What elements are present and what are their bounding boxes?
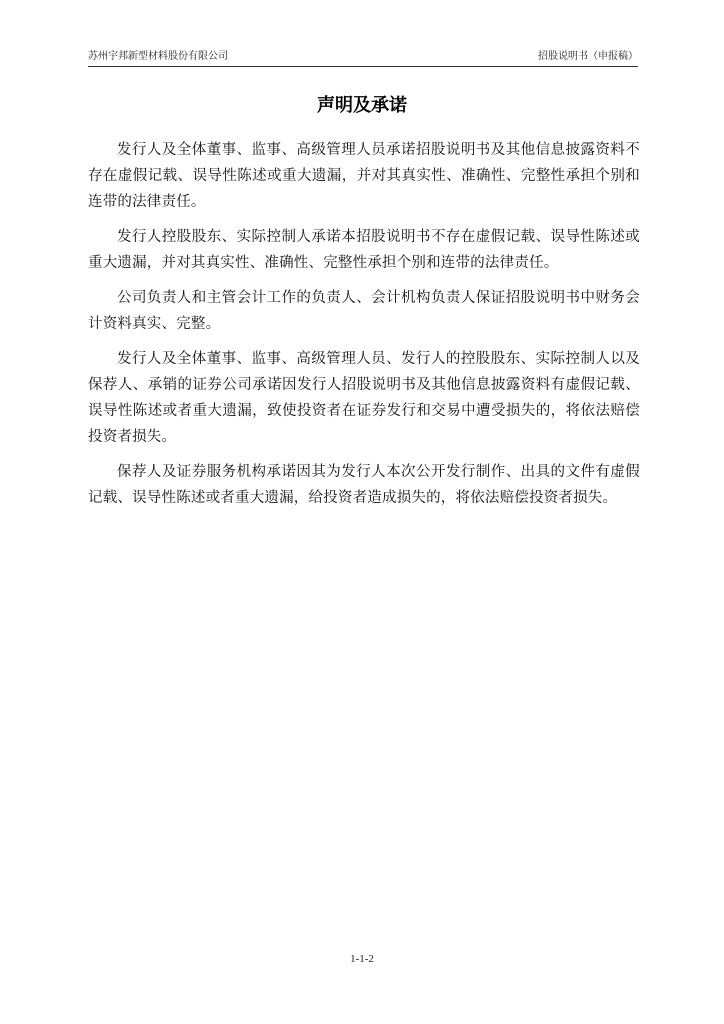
paragraph-issuer-commitment: 发行人及全体董事、监事、高级管理人员承诺招股说明书及其他信息披露资料不存在虚假记载、误导性陈述或重大遗漏，并对其真实性、准确性、完整性承担个别和连带的法律责任。 (88, 142, 640, 210)
header-document-name: 招股说明书（申报稿） (538, 51, 638, 62)
statement-body (88, 137, 640, 520)
header-company-name: 苏州宇邦新型材料股份有限公司 (88, 51, 228, 62)
paragraph-controller-commitment: 发行人控股股东、实际控制人承诺本招股说明书不存在虚假记载、误导性陈述或重大遗漏，并对其真实性、准确性、完整性承担个别和连带的法律责任。 (88, 229, 640, 271)
paragraph-compensation-commitment: 发行人及全体董事、监事、高级管理人员、发行人的控股股东、实际控制人以及保荐人、承销的证券公司承诺因发行人招股说明书及其他信息披露资料有虚假记载、误导性陈述或者重大遗漏，致使投资者在证券发行和交易中遭受损失的，将依法赔偿投资者损失。 (88, 351, 640, 445)
page-number: 1-1-2 (350, 953, 374, 965)
paragraph-financial-guarantee: 公司负责人和主管会计工作的负责人、会计机构负责人保证招股说明书中财务会计资料真实、完整。 (88, 290, 640, 332)
page-header (88, 50, 638, 67)
section-title: 声明及承诺 (317, 95, 407, 116)
paragraph-sponsor-commitment: 保荐人及证券服务机构承诺因其为发行人本次公开发行制作、出具的文件有虚假记载、误导性陈述或者重大遗漏，给投资者造成损失的，将依法赔偿投资者损失。 (88, 464, 640, 506)
